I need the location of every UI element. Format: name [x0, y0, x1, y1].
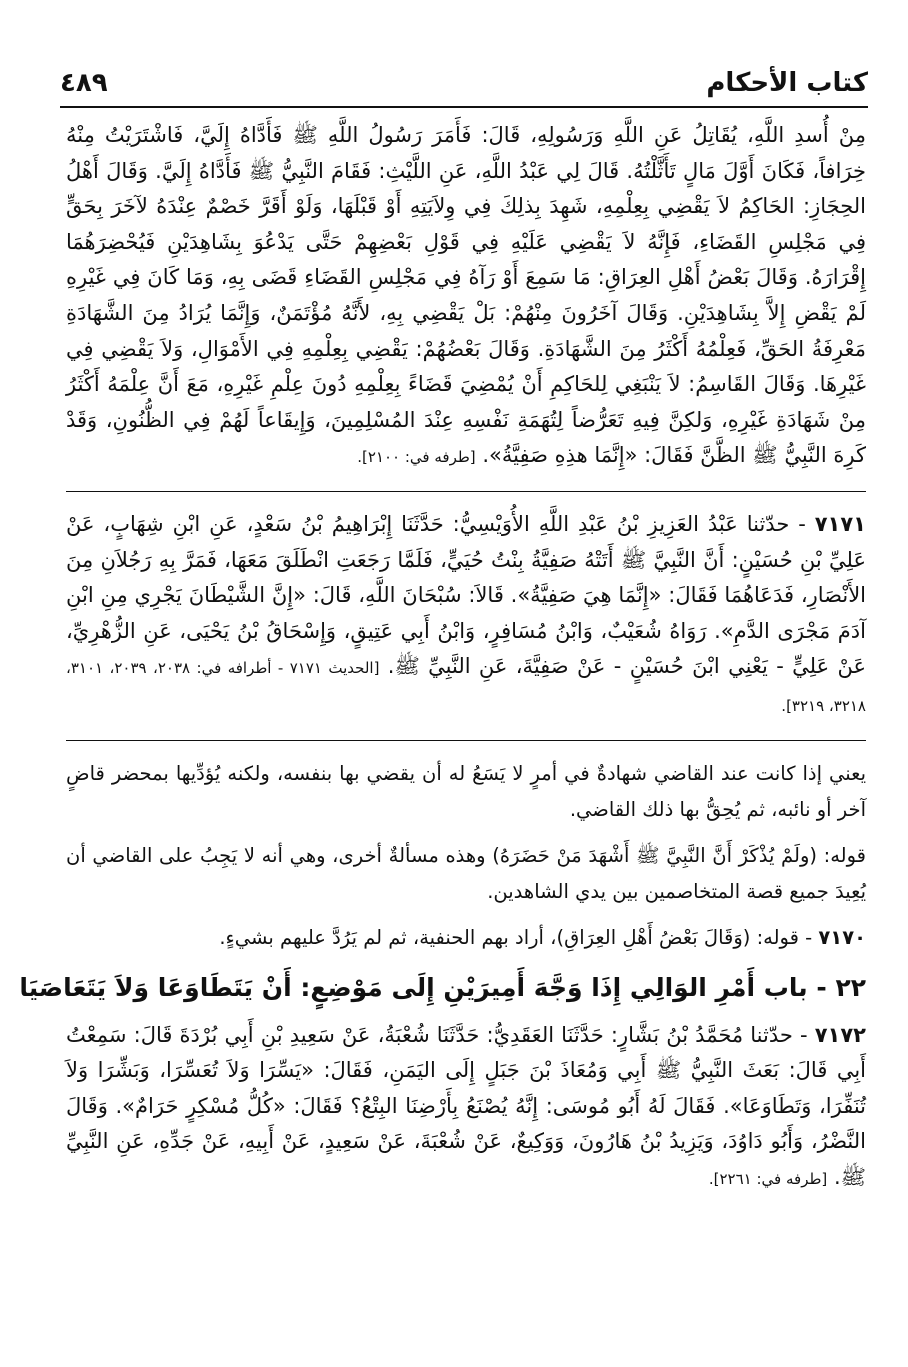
hadith-reference: [الحديث ٧١٧١ - أطرافه في: ٢٠٣٨، ٢٠٣٩، ٣١٠١، ٣٢١٨، ٣٢١٩]. — [66, 659, 866, 715]
commentary-text: - قوله: (وَقَالَ بَعْضُ أَهْلِ العِرَاقِ)، أراد بهم الحنفية، ثم لم يَرُدَّ عليهم بشيءٍ. — [219, 925, 813, 949]
running-head — [60, 40, 868, 98]
hadith-number: ٧١٧٢ — [814, 1022, 866, 1047]
page-content — [19, 118, 866, 1197]
hadith-reference: [طرفه في: ٢٢٦١]. — [708, 1169, 828, 1188]
commentary-number: ٧١٧٠ — [818, 925, 866, 949]
hadith-number: ٧١٧١ — [814, 511, 866, 536]
book-title: كتاب الأحكام — [706, 68, 868, 98]
commentary-paragraph: يعني إذا كانت عند القاضي شهادةٌ في أمرٍ لا يَسَعُ له أن يقضي بها بنفسه، ولكنه يُؤدِّيها بمحضر قاضٍ آخر أو نائبه، ثم يُحِقُّ بها ذلك القاضي. — [66, 761, 866, 821]
header-rule — [60, 106, 868, 108]
hadith-reference: [طرفه في: ٢١٠٠]. — [357, 448, 476, 467]
hadith-text-continued — [66, 118, 866, 476]
hadith-7171 — [66, 507, 866, 725]
commentary-divider — [66, 740, 866, 741]
commentary-paragraph: قوله: (ولَمْ يُذْكَرْ أَنَّ النَّبِيَّ ﷺ أَشْهَدَ مَنْ حَضَرَهُ) وهذه مسألةٌ أخرى، وهي أنه لا يَجِبُ على القاضي أن يُعِيدَ جميع قصة المتخاصمين بين يدي الشاهدين. — [66, 843, 866, 903]
page-number: ٤٨٩ — [60, 68, 108, 98]
commentary-paragraph — [66, 920, 866, 956]
section-divider — [66, 491, 866, 492]
hadith-7172 — [66, 1018, 866, 1198]
hadith-body: - حدّثنا مُحَمَّدُ بْنُ بَشَّارٍ: حَدَّثَنَا العَقَدِيُّ: حَدَّثَنَا شُعْبَةُ، عَنْ سَعِيدِ بْنِ أَبِي بُرْدَةَ قَالَ: سَمِعْتُ أَبِي قَالَ: بَعَثَ النَّبِيُّ ﷺ أَبِي وَمُعَاذَ بْنَ جَبَلٍ إِلَى اليَمَنِ، فَقَالَ: «يَسِّرَا وَلاَ تُعَسِّرَا، وَبَشِّرَا وَلاَ تُنَفِّرَا، وَتَطَاوَعَا». فَقَالَ لَهُ أَبُو مُوسَى: إِنَّهُ يُصْنَعُ بِأَرْضِنَا البِتْعُ؟ فَقَالَ: «كُلُّ مُسْكِرٍ حَرَامٌ». وَقَالَ النَّضْرُ، وَأَبُو دَاوُدَ، وَيَزِيدُ بْنُ هَارُونَ، وَوَكِيعٌ، عَنْ شُعْبَةَ، عَنْ سَعِيدٍ، عَنْ أَبِيهِ، عَنْ جَدِّهِ، عَنِ النَّبِيِّ ﷺ. — [66, 1022, 866, 1189]
chapter-heading: ٢٢ - باب أَمْرِ الوَالِي إِذَا وَجَّهَ أَمِيرَيْنِ إِلَى مَوْضِعٍ: أَنْ يَتَطَاوَعَا وَلاَ يَتَعَاصَيَا — [19, 972, 866, 1002]
hadith-body: - حدّثنا عَبْدُ العَزِيزِ بْنُ عَبْدِ اللَّهِ الأُوَيْسِيُّ: حَدَّثَنَا إِبْرَاهِيمُ بْنُ سَعْدٍ، عَنِ ابْنِ شِهَابٍ، عَنْ عَلِيِّ بْنِ حُسَيْنٍ: أَنَّ النَّبِيَّ ﷺ أَتَتْهُ صَفِيَّةُ بِنْتُ حُيَيٍّ، فَلَمَّا رَجَعَتِ انْطَلَقَ مَعَهَا، فَمَرَّ بِهِ رَجُلاَنِ مِنَ الأَنْصَارِ، فَدَعَاهُمَا فَقَالَ: «إِنَّمَا هِيَ صَفِيَّةُ». قَالاَ: سُبْحَانَ اللَّهِ، قَالَ: «إِنَّ الشَّيْطَانَ يَجْرِي مِنِ ابْنِ آدَمَ مَجْرَى الدَّمِ». رَوَاهُ شُعَيْبٌ، وَابْنُ مُسَافِرٍ، وَابْنُ أَبِي عَتِيقٍ، وَإِسْحَاقُ بْنُ يَحْيَى، عَنِ الزُّهْرِيِّ، عَنْ عَلِيٍّ - يَعْنِي ابْنَ حُسَيْنٍ - عَنْ صَفِيَّةَ، عَنِ النَّبِيِّ ﷺ. — [66, 511, 866, 679]
hadith-body: مِنْ أُسدِ اللَّهِ، يُقَاتِلُ عَنِ اللَّهِ وَرَسُولِهِ، قَالَ: فَأَمَرَ رَسُولُ اللَّهِ ﷺ فَأَدَّاهُ إِلَيَّ، فَاشْتَرَيْتُ مِنْهُ خِرَافاً، فَكَانَ أَوَّلَ مَالٍ تَأَثَّلْتُهُ. قَالَ لِي عَبْدُ اللَّهِ، عَنِ اللَّيْثِ: فَقَامَ النَّبِيُّ ﷺ فَأَدَّاهُ إِلَيَّ. وَقَالَ أَهْلُ الحِجَازِ: الحَاكِمُ لاَ يَقْضِي بِعِلْمِهِ، شَهِدَ بِذلِكَ فِي وِلاَيَتِهِ أَوْ قَبْلَهَا، وَلَوْ أَقَرَّ خَصْمٌ عِنْدَهُ لآخَرَ بِحَقٍّ فِي مَجْلِسِ القَضَاءِ، فَإِنَّهُ لاَ يَقْضِي عَلَيْهِ فِي قَوْلِ بَعْضِهِمْ حَتَّى يَدْعُوَ بِشَاهِدَيْنِ فَيُحْضِرَهُمَا إِقْرَارَهُ. وَقَالَ بَعْضُ أَهْلِ العِرَاقِ: مَا سَمِعَ أَوْ رَآهُ فِي مَجْلِسِ القَضَاءِ قَضَى بِهِ، وَمَا كَانَ فِي غَيْرِهِ لَمْ يَقْضِ إِلاَّ بِشَاهِدَيْنِ. وَقَالَ آخَرُونَ مِنْهُمْ: بَلْ يَقْضِي بِهِ، لأَنَّهُ مُؤْتَمَنٌ، وَإِنَّمَا يُرَادُ مِنَ الشَّهَادَةِ مَعْرِفَةُ الحَقِّ، فَعِلْمُهُ أَكْثَرُ مِنَ الشَّهَادَةِ. وَقَالَ بَعْضُهُمْ: يَقْضِي بِعِلْمِهِ فِي الأَمْوَالِ، وَلاَ يَقْضِي فِي غَيْرِهَا. وَقَالَ القَاسِمُ: لاَ يَنْبَغِي لِلحَاكِمِ أَنْ يُمْضِيَ قَضَاءً بِعِلْمِهِ دُونَ عِلْمِ غَيْرِهِ، مَعَ أَنَّ عِلْمَهُ أَكْثَرُ مِنْ شَهَادَةِ غَيْرِهِ، وَلكِنَّ فِيهِ تَعَرُّضاً لِتُهَمَةِ نَفْسِهِ عِنْدَ المُسْلِمِينَ، وَإِيقَاعاً لَهُمْ فِي الظُّنُونِ، وَقَدْ كَرِهَ النَّبِيُّ ﷺ الظَّنَّ فَقَالَ: «إِنَّمَا هذِهِ صَفِيَّةُ». — [66, 123, 866, 468]
